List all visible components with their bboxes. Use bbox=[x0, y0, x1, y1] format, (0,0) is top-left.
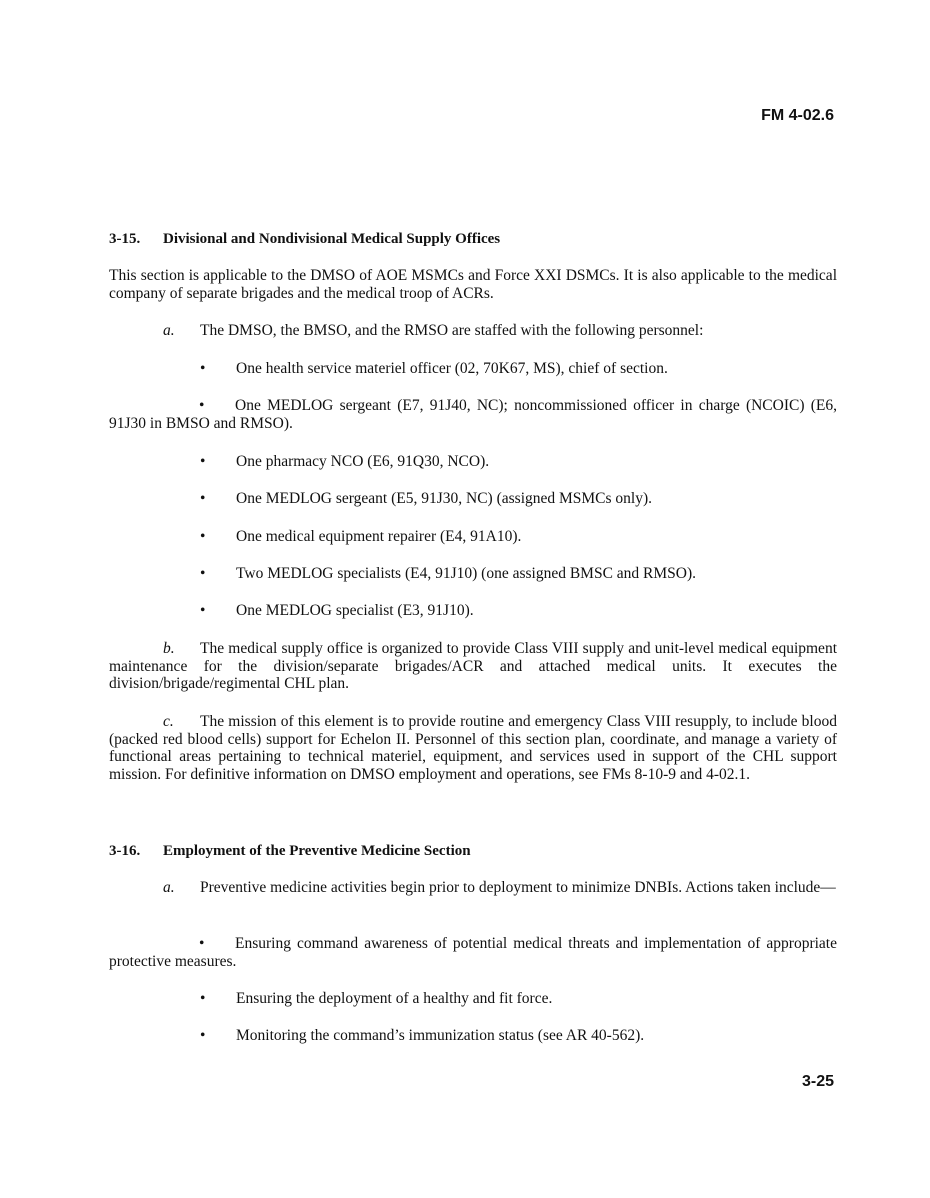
list-item-text: One health service materiel officer (02, 70K67, MS), chief of section. bbox=[236, 360, 668, 377]
paragraph-text: The DMSO, the BMSO, and the RMSO are staffed with the following personnel: bbox=[200, 322, 704, 339]
list-item bbox=[200, 528, 521, 546]
list-item-text: Two MEDLOG specialists (E4, 91J10) (one assigned BMSC and RMSO). bbox=[236, 565, 697, 582]
section-title: Employment of the Preventive Medicine Section bbox=[163, 843, 471, 859]
bullet-icon: • bbox=[200, 990, 206, 1007]
list-item bbox=[109, 397, 837, 432]
bullet-icon: • bbox=[200, 453, 206, 470]
list-item-text: One pharmacy NCO (E6, 91Q30, NCO). bbox=[236, 453, 490, 470]
bullet-icon: • bbox=[200, 528, 206, 545]
paragraph-text: The medical supply office is organized to provide Class VIII supply and unit-level medical equipment maintenance for the division/separate brigades/ACR and attached medical units. It executes the division/brigade/regimental CHL plan. bbox=[109, 640, 837, 693]
section-3-15-heading bbox=[109, 229, 837, 249]
bullet-icon: • bbox=[199, 935, 205, 952]
paragraph-b bbox=[109, 640, 837, 693]
list-item bbox=[200, 1027, 644, 1045]
paragraph-c bbox=[109, 713, 837, 783]
list-item-text: Monitoring the command’s immunization status (see AR 40-562). bbox=[236, 1027, 645, 1044]
list-item bbox=[200, 990, 552, 1008]
section-title: Divisional and Nondivisional Medical Supply Offices bbox=[163, 231, 501, 247]
paragraph-letter: c. bbox=[163, 713, 174, 730]
list-item-text: One medical equipment repairer (E4, 91A10). bbox=[236, 528, 522, 545]
list-item bbox=[200, 453, 489, 471]
bullet-icon: • bbox=[200, 360, 206, 377]
bullet-icon: • bbox=[199, 397, 205, 414]
list-item bbox=[200, 602, 474, 620]
paragraph: This section is applicable to the DMSO of AOE MSMCs and Force XXI DSMCs. It is also applicable to the medical company of separate brigades and the medical troop of ACRs. bbox=[109, 267, 837, 302]
document-id-header: FM 4-02.6 bbox=[761, 107, 834, 124]
paragraph-text: Preventive medicine activities begin prior to deployment to minimize DNBIs. Actions taken include— bbox=[200, 879, 836, 896]
paragraph-a bbox=[109, 879, 837, 897]
list-item-text: Ensuring command awareness of potential medical threats and implementation of appropriate protective measures. bbox=[109, 935, 837, 970]
page-number: 3-25 bbox=[801, 1073, 834, 1090]
bullet-icon: • bbox=[200, 1027, 206, 1044]
section-3-15-intro bbox=[109, 267, 837, 302]
list-item-text: One MEDLOG sergeant (E7, 91J40, NC); noncommissioned officer in charge (NCOIC) (E6, 91J30 in BMSO and RMSO). bbox=[109, 397, 837, 432]
paragraph-a bbox=[109, 322, 837, 340]
list-item-text: Ensuring the deployment of a healthy and fit force. bbox=[236, 990, 553, 1007]
bullet-icon: • bbox=[200, 490, 206, 507]
section-number: 3-16. bbox=[109, 843, 141, 859]
section-3-16-heading bbox=[109, 841, 837, 861]
paragraph-letter: b. bbox=[163, 640, 175, 657]
paragraph-letter: a. bbox=[163, 879, 175, 896]
paragraph-letter: a. bbox=[163, 322, 175, 339]
list-item bbox=[109, 935, 837, 970]
list-item-text: One MEDLOG specialist (E3, 91J10). bbox=[236, 602, 474, 619]
list-item-text: One MEDLOG sergeant (E5, 91J30, NC) (assigned MSMCs only). bbox=[236, 490, 653, 507]
bullet-icon: • bbox=[200, 602, 206, 619]
paragraph-text: The mission of this element is to provide routine and emergency Class VIII resupply, to include blood (packed red blood cells) support for Echelon II. Personnel of this section plan, coordinate, and manage a variety of functional areas pertaining to technical materiel, equipment, and services used in support of the CHL support mission. For definitive information on DMSO employment and operations, see FMs 8-10-9 and 4-02.1. bbox=[109, 713, 837, 783]
list-item bbox=[200, 565, 696, 583]
list-item bbox=[200, 490, 652, 508]
section-number: 3-15. bbox=[109, 231, 141, 247]
bullet-icon: • bbox=[200, 565, 206, 582]
list-item bbox=[200, 360, 668, 378]
